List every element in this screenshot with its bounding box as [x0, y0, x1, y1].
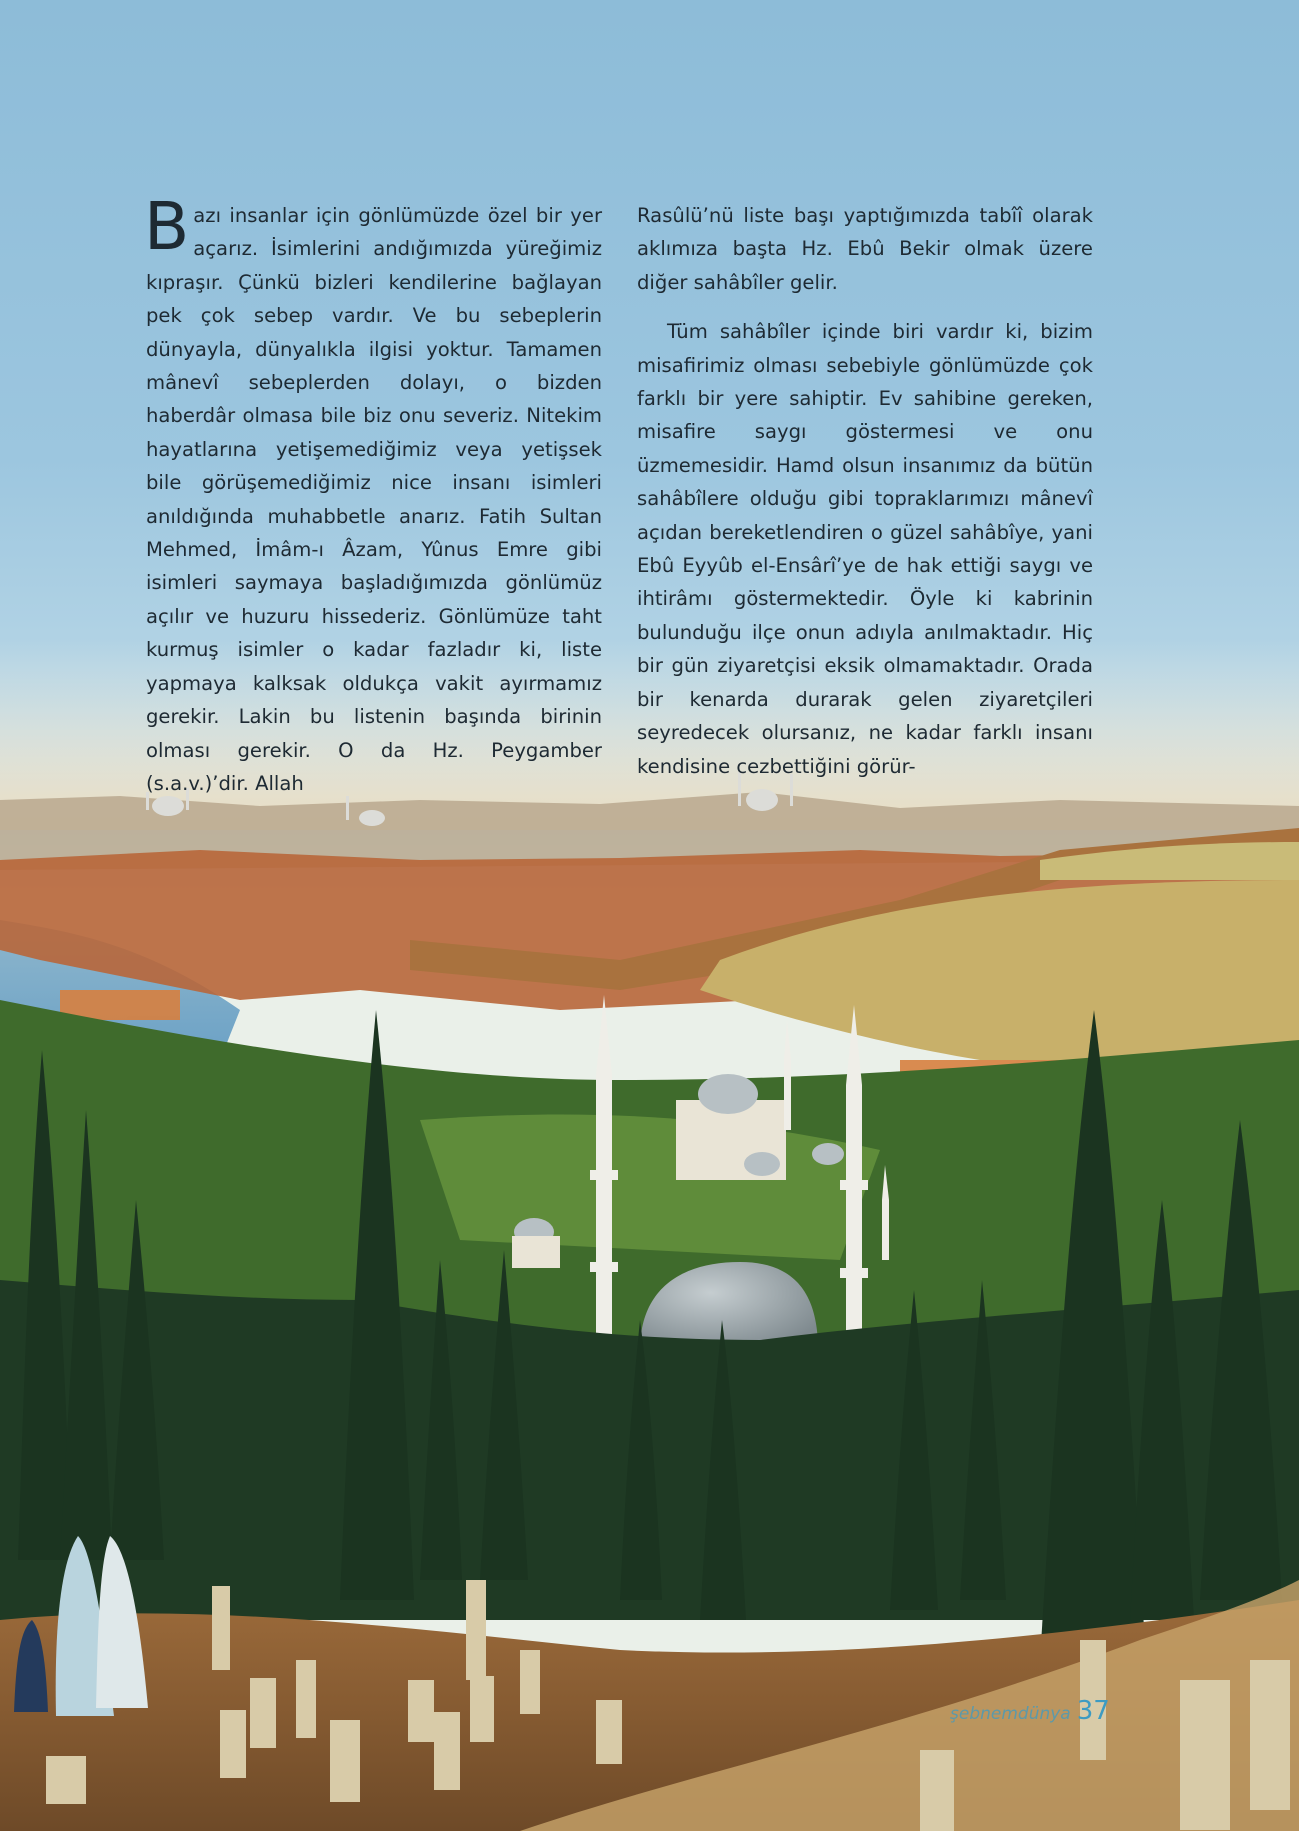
article-column-right — [637, 199, 1093, 783]
page-number: 37 — [1076, 1696, 1110, 1726]
drop-cap: B — [144, 188, 190, 265]
article-column-left — [144, 188, 602, 800]
article-paragraph-1 — [144, 188, 602, 800]
publication-name: şebnemdünya — [950, 1704, 1071, 1724]
left-column-text: azı insanlar için gönlümüzde özel bir yer açarız. İsimlerini andığımızda yüreğimiz kıpraşır. Çünkü bizleri kendilerine bağlayan pek çok sebep vardır. Ve bu sebeplerin dünyayla, dünyalıkla ilgisi yoktur. Tamamen mânevî sebeplerden dolayı, o bizden haberdâr olmasa bile biz onu severiz. Nitekim hayatlarına yetişemediğimiz veya yetişsek bile görüşemediğimiz nice insanı isimleri anıldığında muhabbetle anarız. Fatih Sultan Mehmed, İmâm-ı Âzam, Yûnus Emre gibi isimleri saymaya başladığımızda gönlümüz açılır ve huzuru hissederiz. Gönlümüze taht kurmuş isimler o kadar fazladır ki, liste yapmaya kalksak oldukça vakit ayırmamız gerekir. Lakin bu listenin başında birinin olması gerekir. O da Hz. Peygamber (s.a.v.)’dir. Allah — [146, 204, 602, 795]
article-paragraph-3: Tüm sahâbîler içinde biri vardır ki, bizim misafirimiz olması sebebiyle gönlümüzde çok farklı bir yere sahiptir. Ev sahibine gereken, misafire saygı göstermesi ve onu üzmemesidir. Hamd olsun insanımız da bütün sahâbîlere olduğu gibi topraklarımızı mânevî açıdan bereketlendiren o güzel sahâbîye, yani Ebû Eyyûb el-Ensârî’ye de hak ettiği saygı ve ihtirâmı göstermektedir. Öyle ki kabrinin bulunduğu ilçe onun adıyla anılmaktadır. Hiç bir gün ziyaretçisi eksik olmamaktadır. Orada bir kenarda durarak gelen ziyaretçileri seyredecek olursanız, ne kadar farklı insanı kendisine cezbettiğini görür- — [637, 320, 1093, 778]
green-canopy-light — [420, 1114, 880, 1260]
page-folio — [950, 1696, 1110, 1726]
article-paragraph-2: Rasûlü’nü liste başı yaptığımızda tabîî olarak aklımıza başta Hz. Ebû Bekir olmak üzere diğer sahâbîler gelir. — [637, 204, 1093, 294]
